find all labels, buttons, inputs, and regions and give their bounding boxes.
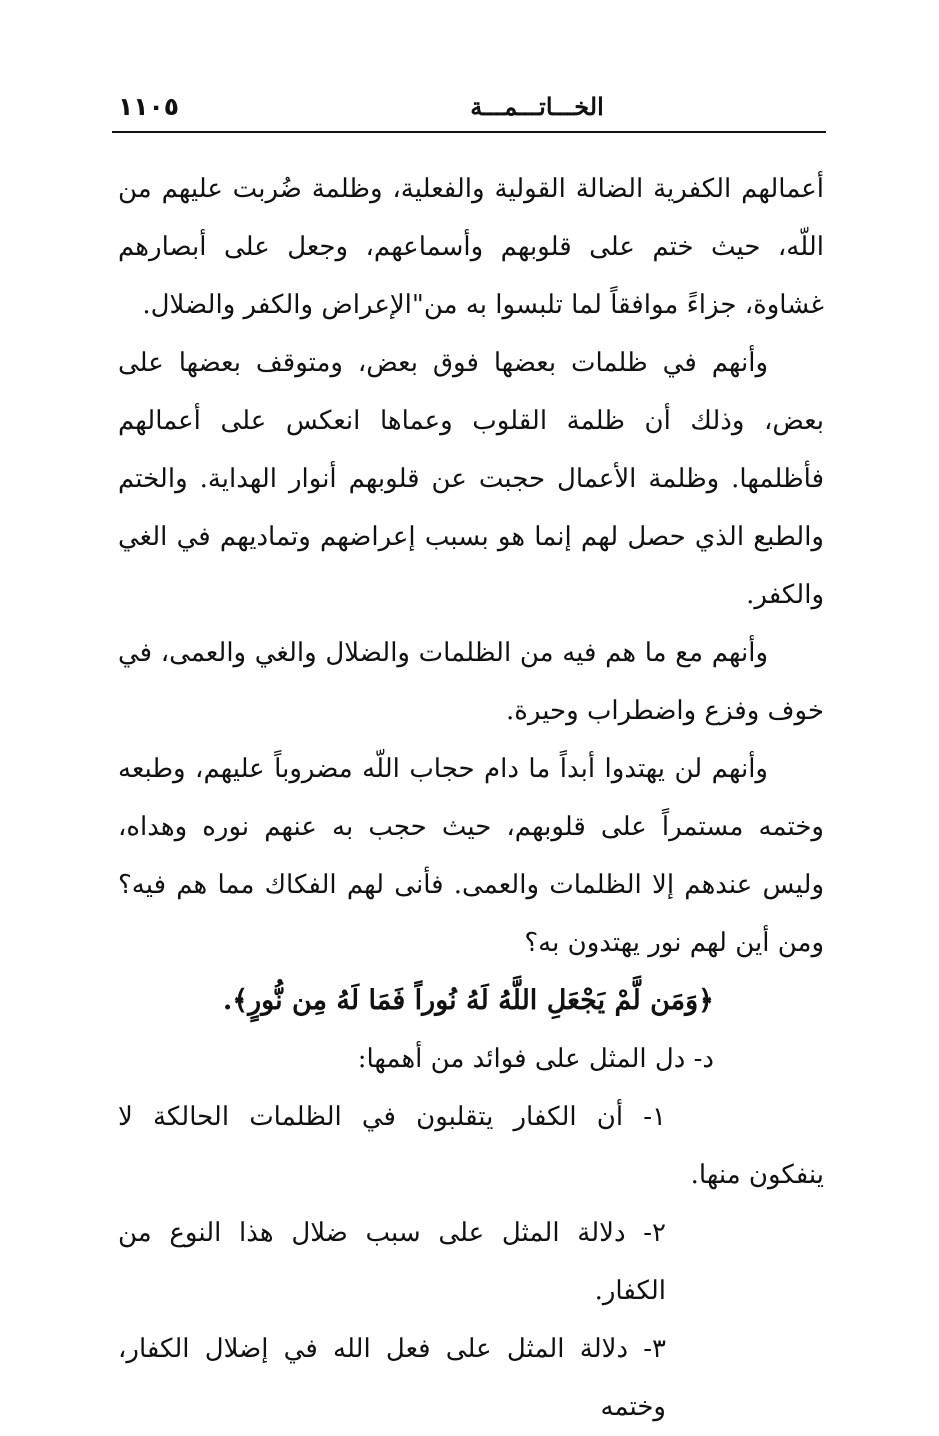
list-item-3: ٣- دلالة المثل على فعل الله في إضلال الكفار، وختمه bbox=[118, 1334, 666, 1422]
page-number: ١١٠٥ bbox=[118, 92, 180, 121]
paragraph-2: وأنهم في ظلمات بعضها فوق بعض، ومتوقف بعضها على بعض، وذلك أن ظلمة القلوب وعماها انعكس على أعمالهم فأظلمها. وظلمة الأعمال حجبت عن قلوبهم أنوار الهداية. والختم والطبع الذي حصل لهم إنما هو بسبب إعراضهم وتماديهم في الغي والكفر. bbox=[118, 348, 824, 610]
page-header bbox=[112, 92, 826, 126]
page-body bbox=[118, 160, 824, 1436]
paragraph-1: أعمالهم الكفرية الضالة القولية والفعلية، وظلمة ضُربت عليهم من اللّه، حيث ختم على قلوبهم وأسماعهم، وجعل على أبصارهم غشاوة، جزاءً موافقاً لما تلبسوا به من"الإعراض والكفر والضلال. bbox=[118, 174, 824, 320]
running-title: الخـــاتـــمـــة bbox=[470, 92, 604, 121]
header-divider bbox=[112, 131, 826, 133]
list-item-1: ١- أن الكفار يتقلبون في الظلمات الحالكة لا ينفكون منها. bbox=[118, 1102, 824, 1190]
list-item-2: ٢- دلالة المثل على سبب ضلال هذا النوع من الكفار. bbox=[118, 1218, 666, 1306]
quran-verse: ﴿وَمَن لَّمْ يَجْعَلِ اللَّهُ لَهُ نُوراً فَمَا لَهُ مِن نُّورٍ﴾. bbox=[222, 985, 714, 1016]
section-heading: د- دل المثل على فوائد من أهمها: bbox=[357, 1044, 714, 1074]
paragraph-3: وأنهم مع ما هم فيه من الظلمات والضلال والغي والعمى، في خوف وفزع واضطراب وحيرة. bbox=[118, 638, 824, 726]
paragraph-4: وأنهم لن يهتدوا أبداً ما دام حجاب اللّه مضروباً عليهم، وطبعه وختمه مستمراً على قلوبهم، حيث حجب به عنهم نوره وهداه، وليس عندهم إلا الظلمات والعمى. فأنى لهم الفكاك مما هم فيه؟ ومن أين لهم نور يهتدون به؟ bbox=[118, 754, 824, 958]
